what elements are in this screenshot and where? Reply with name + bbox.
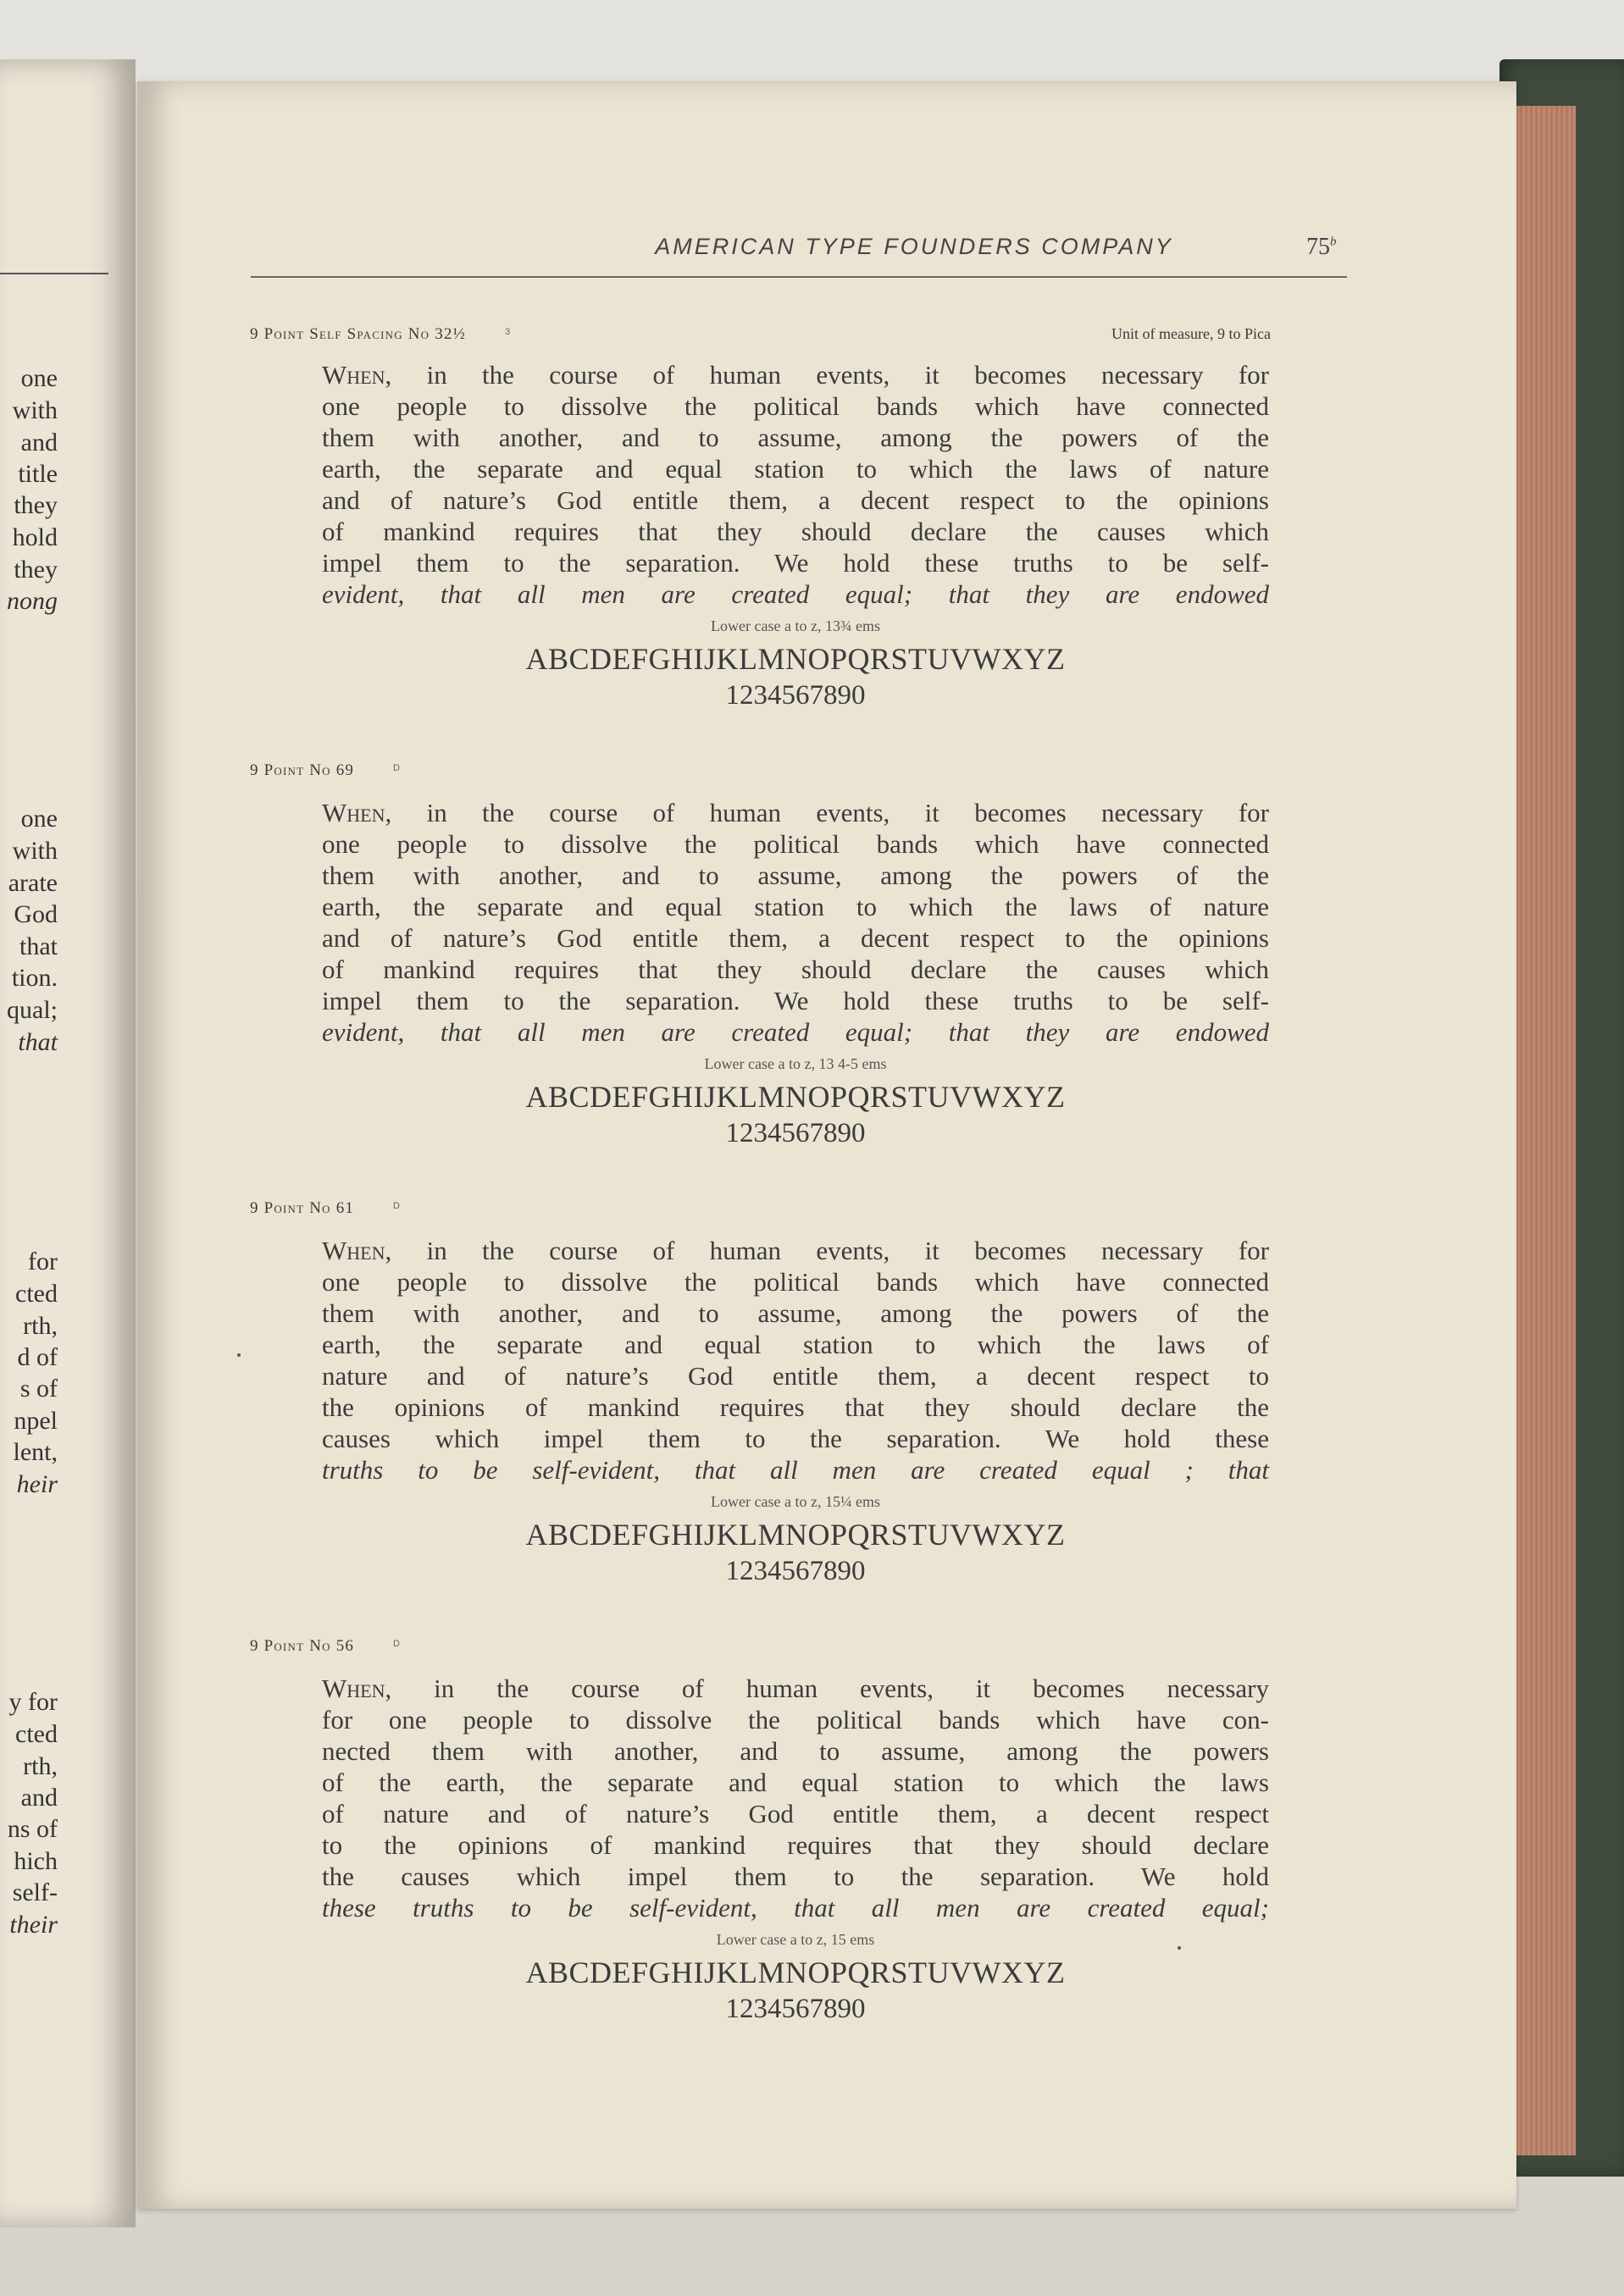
lowercase-note: Lower case a to z, 13 4-5 ems <box>704 1055 887 1072</box>
left-fragment: one <box>20 805 58 833</box>
figures-line: 1234567890 <box>725 680 866 711</box>
left-fragment: nong <box>7 587 58 615</box>
specimen-line: of mankind requires that they should declare the causes which <box>322 954 1269 984</box>
header-rule <box>251 276 1347 278</box>
page-number-suffix: b <box>1330 235 1337 249</box>
specimen-block <box>322 1673 1269 2027</box>
left-fragment: qual; <box>7 996 58 1024</box>
left-fragment: hold <box>12 523 58 551</box>
unit-of-measure-note: Unit of measure, 9 to Pica <box>1111 325 1271 342</box>
alphabet-line: ABCDEFGHIJKLMNOPQRSTUVWXYZ <box>525 1956 1066 1989</box>
specimen-italic-line: truths to be self-evident, that all men are created equal ; that <box>322 1455 1269 1485</box>
label-number: 32½ <box>435 325 467 343</box>
specimen-line: one people to dissolve the political bands which have connected <box>322 1267 1269 1297</box>
lowercase-note: Lower case a to z, 15¼ ems <box>711 1493 880 1510</box>
left-fragment: title <box>18 460 58 488</box>
left-fragment: s of <box>19 1375 58 1402</box>
left-fragment: lent, <box>13 1438 58 1466</box>
left-fragment: heir <box>16 1470 58 1498</box>
specimen-line: When, in the course of human events, it becomes necessary <box>322 1674 1269 1703</box>
specimen-line: When, in the course of human events, it becomes necessary for <box>322 360 1269 390</box>
left-fragment: d of <box>17 1343 58 1371</box>
specimen-line: impel them to the separation. We hold these truths to be self- <box>322 548 1269 578</box>
specimen-line: of mankind requires that they should declare the causes which <box>322 517 1269 546</box>
left-fragment: God <box>14 900 58 928</box>
left-fragment: npel <box>14 1407 58 1435</box>
left-fragment: and <box>20 429 58 456</box>
specimen-line: the causes which impel them to the separation. We hold <box>322 1862 1269 1891</box>
left-fragment: and <box>20 1784 58 1812</box>
lead-word: When <box>322 360 385 390</box>
ink-speck <box>1178 1946 1181 1950</box>
left-fragment: rth, <box>23 1752 58 1780</box>
left-fragment: their <box>9 1911 58 1939</box>
specimen-line: and of nature’s God entitle them, a decent respect to the opinions <box>322 923 1269 953</box>
left-fragment: hich <box>14 1847 58 1875</box>
specimen-line: When, in the course of human events, it becomes necessary for <box>322 1236 1269 1265</box>
left-fragment: that <box>19 932 58 960</box>
specimen-line: impel them to the separation. We hold these truths to be self- <box>322 986 1269 1015</box>
label-mark: D <box>393 1201 402 1211</box>
right-page <box>137 81 1516 2209</box>
label-number: 69 <box>335 761 355 779</box>
specimen-line: the opinions of mankind requires that they should declare the <box>322 1392 1269 1422</box>
left-fragment: tion. <box>11 964 58 992</box>
label-name: Point Self Spacing No <box>263 325 430 343</box>
label-mark: 3 <box>505 327 512 337</box>
left-fragment: one <box>20 364 58 392</box>
label-size: 9 <box>250 761 259 779</box>
lead-word: When <box>322 798 385 827</box>
specimen-block <box>322 1235 1269 1589</box>
specimen-line: causes which impel them to the separation. We hold these <box>322 1424 1269 1453</box>
left-fragment: they <box>14 491 58 519</box>
left-page <box>0 59 136 2227</box>
lowercase-note: Lower case a to z, 13¾ ems <box>711 617 880 634</box>
left-fragment: cted <box>15 1280 58 1308</box>
specimen-line: nature and of nature’s God entitle them, a decent respect to <box>322 1361 1269 1391</box>
page-edges <box>1516 106 1576 2155</box>
specimen-line: them with another, and to assume, among the powers of the <box>322 423 1269 452</box>
specimen-label <box>250 1199 401 1218</box>
specimen-label <box>250 761 401 780</box>
page-number-value: 75 <box>1306 234 1330 260</box>
specimen-line: and of nature’s God entitle them, a decent respect to the opinions <box>322 485 1269 515</box>
specimen-italic-line: these truths to be self-evident, that all men are created equal; <box>322 1893 1269 1923</box>
specimen-line: them with another, and to assume, among the powers of the <box>322 860 1269 890</box>
specimen-line: of the earth, the separate and equal station to which the laws <box>322 1768 1269 1797</box>
left-page-rule <box>0 273 108 274</box>
left-fragment: rth, <box>23 1312 58 1340</box>
specimen-line: them with another, and to assume, among the powers of the <box>322 1298 1269 1328</box>
page-number <box>1306 234 1337 261</box>
specimen-block <box>322 797 1269 1151</box>
specimen-line: When, in the course of human events, it becomes necessary for <box>322 798 1269 827</box>
specimen-label <box>250 325 511 344</box>
specimen-line: earth, the separate and equal station to which the laws of <box>322 1330 1269 1359</box>
left-fragment: they <box>14 556 58 584</box>
label-name: Point No <box>263 1637 331 1655</box>
running-head: AMERICAN TYPE FOUNDERS COMPANY <box>655 234 1173 259</box>
specimen-line: for one people to dissolve the political bands which have con- <box>322 1705 1269 1734</box>
left-fragment: for <box>28 1248 58 1275</box>
label-size: 9 <box>250 325 259 343</box>
specimen-line: earth, the separate and equal station to which the laws of nature <box>322 892 1269 921</box>
left-fragment: ns of <box>7 1815 58 1843</box>
lead-word: When <box>322 1674 385 1703</box>
label-mark: D <box>393 763 402 773</box>
label-name: Point No <box>263 761 331 779</box>
specimen-line: of nature and of nature’s God entitle them, a decent respect <box>322 1799 1269 1829</box>
lowercase-note: Lower case a to z, 15 ems <box>716 1931 875 1948</box>
left-fragment: with <box>12 396 58 424</box>
left-fragment: self- <box>12 1878 58 1906</box>
left-fragment: y for <box>8 1688 58 1716</box>
left-fragment: that <box>18 1028 58 1056</box>
lead-word: When <box>322 1236 385 1265</box>
specimen-line: to the opinions of mankind requires that they should declare <box>322 1830 1269 1860</box>
alphabet-line: ABCDEFGHIJKLMNOPQRSTUVWXYZ <box>525 1080 1066 1114</box>
alphabet-line: ABCDEFGHIJKLMNOPQRSTUVWXYZ <box>525 642 1066 676</box>
ink-speck <box>237 1353 241 1357</box>
label-size: 9 <box>250 1637 259 1655</box>
specimen-italic-line: evident, that all men are created equal; that they are endowed <box>322 1017 1269 1047</box>
figures-line: 1234567890 <box>725 1556 866 1586</box>
alphabet-line: ABCDEFGHIJKLMNOPQRSTUVWXYZ <box>525 1518 1066 1552</box>
specimen-italic-line: evident, that all men are created equal; that they are endowed <box>322 579 1269 609</box>
specimen-line: nected them with another, and to assume, among the powers <box>322 1736 1269 1766</box>
left-fragment: cted <box>15 1720 58 1748</box>
label-mark: D <box>393 1639 402 1649</box>
specimen-line: one people to dissolve the political bands which have connected <box>322 829 1269 859</box>
specimen-line: one people to dissolve the political bands which have connected <box>322 391 1269 421</box>
specimen-block <box>322 359 1269 713</box>
label-size: 9 <box>250 1199 259 1217</box>
label-number: 61 <box>335 1199 355 1217</box>
label-name: Point No <box>263 1199 331 1217</box>
specimen-label <box>250 1637 401 1656</box>
label-number: 56 <box>335 1637 355 1655</box>
figures-line: 1234567890 <box>725 1994 866 2024</box>
left-fragment: arate <box>8 869 58 897</box>
left-fragment: with <box>12 837 58 865</box>
specimen-line: earth, the separate and equal station to which the laws of nature <box>322 454 1269 484</box>
figures-line: 1234567890 <box>725 1118 866 1148</box>
